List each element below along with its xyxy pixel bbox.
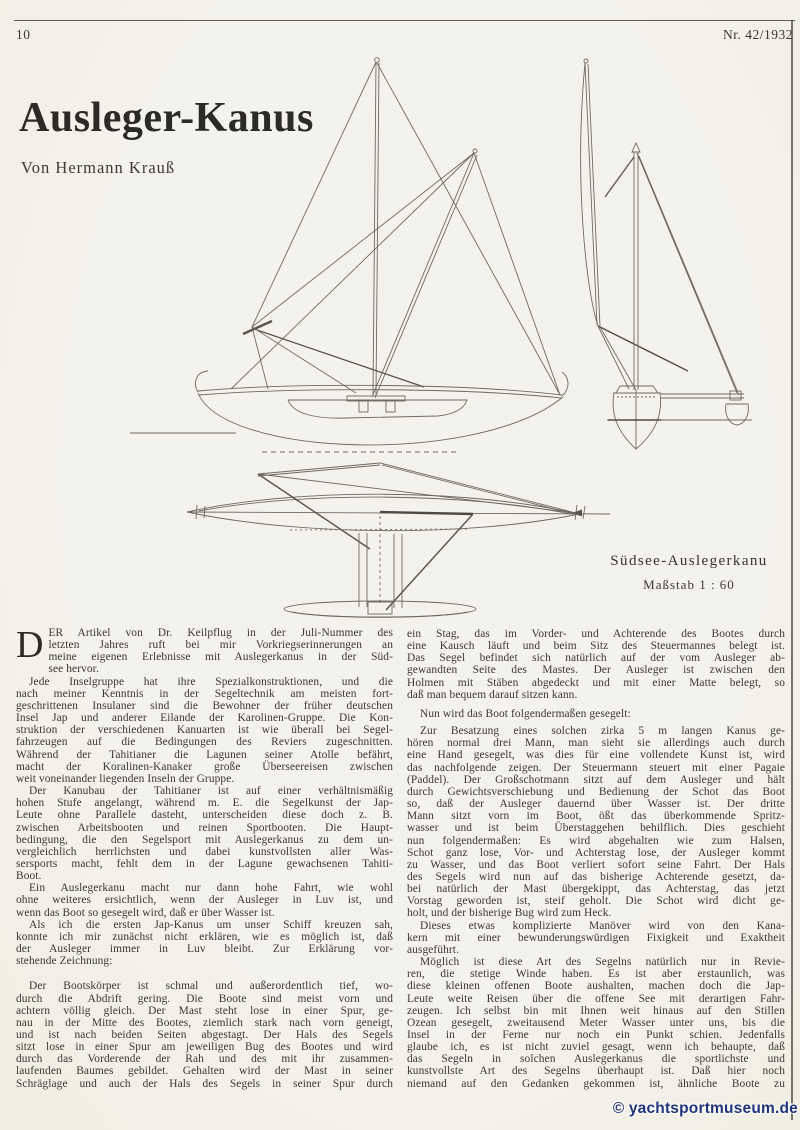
figure-caption-scale: Maßstab 1 : 60 — [643, 577, 735, 592]
figure-caption-title: Südsee-Auslegerkanu — [610, 553, 768, 569]
text-line: vergleichlich herrlichsten und dabei kunstvollsten aller Was- — [16, 845, 393, 858]
text-line: Ozean gesegelt, zweitausend Meter Wasser unter uns, bis die — [407, 1016, 785, 1029]
text-line: glaube ich, es ist nicht zuviel gesagt, wenn ich behaupte, daß — [407, 1041, 785, 1054]
text-line: meine eigenen Erlebnisse mit Auslegerkanus in der Süd- — [48, 651, 393, 664]
text-line: see hervor. — [48, 663, 99, 676]
text-line: bedingung, die den Segelsport mit Auslegerkanus zu dem un- — [16, 833, 393, 846]
text-line: hohen Stufe angelangt, während m. E. die Segelkunst der Jap- — [16, 797, 393, 810]
text-line: durch Gewichtsverschiebung und Bedienung der Schot das Boot — [407, 785, 785, 798]
paragraph — [407, 725, 785, 920]
text-line: Insel Jap und anderer Eilande der Karolinen-Gruppe. Die Kon- — [16, 712, 393, 725]
watermark: © yachtsportmuseum.de — [612, 1100, 798, 1117]
text-line: gewandten Seite des Mastes. Der Ausleger ist zwischen den — [407, 664, 785, 677]
text-line: Möglich ist diese Art des Segelns natürlich nur in Revie- — [420, 956, 785, 969]
text-line: ren, die stetige Winde haben. Es ist aber erstaunlich, was — [407, 968, 785, 981]
text-line: niemand auf den Gedanken gekommen ist, ähnliche Boote zu — [407, 1077, 785, 1090]
text-line: diese kleinen offenen Boote aushalten, machen doch die Jap- — [407, 980, 785, 993]
front-view-drawing — [581, 59, 752, 449]
text-line: achtern völlig gleich. Der Mast steht lose in einer Spur, ge- — [16, 1004, 393, 1017]
text-line: durch das Vorderende der Rah und des mit ihr zusammen- — [16, 1053, 393, 1066]
page-number: 10 — [16, 27, 31, 42]
text-line: stehende Zeichnung: — [16, 955, 113, 968]
paragraph — [16, 785, 393, 882]
paragraph — [16, 919, 393, 968]
text-line: zu Wasser, und das Boot verliert sofort seine Fahrt. Der Hals — [407, 858, 785, 871]
text-line: Vorstag geworden ist, steif geholt. Die Schot wird dicht ge- — [407, 895, 785, 908]
text-line: Leute weite Reisen über die offene See mit derartigen Fahr- — [407, 992, 785, 1005]
paragraph — [407, 628, 785, 701]
text-line: hören normal drei Mann, man sieht sie allerdings auch durch — [407, 737, 785, 750]
text-line: Als ich die ersten Jap-Kanus um unser Schiff kreuzen sah, — [29, 918, 393, 931]
text-line: wenn das Boot so gesegelt wird, daß er über Wasser ist. — [16, 906, 275, 919]
text-column-right — [407, 628, 785, 1090]
text-line: nach meiner Kenntnis in der Segeltechnik am meisten fort- — [16, 687, 393, 700]
text-line: eine Hand gesegelt, was dies für eine vollendete Kunst ist, wird — [407, 749, 785, 762]
text-line: so, daß der Ausleger dauernd über Wasser ist. Der dritte — [407, 798, 785, 811]
text-line: nau in der Mitte des Bootes, ziemlich stark nach vorn geneigt, — [16, 1016, 393, 1029]
text-line: Schot ganz lose, Vor- und Achterstag lose, der Ausleger kommt — [407, 846, 785, 859]
drop-cap: D — [16, 624, 44, 666]
text-line: Zur Besatzung eines solchen zirka 5 m langen Kanus ge- — [420, 725, 785, 738]
text-line: struktion der verschiedenen Kanuarten ist wie überall bei Segel- — [16, 724, 393, 737]
paragraph — [407, 708, 785, 720]
text-line: Jede Inselgruppe hat ihre Spezialkonstruktionen, und die — [29, 675, 393, 688]
text-line: bei natürlich der Mast übergekippt, das Achterstag, das jetzt — [407, 883, 785, 896]
text-line: eine Kausch läuft und beim Sitz des Steuermannes belegt ist. — [407, 640, 785, 653]
paragraph — [16, 882, 393, 918]
text-line: Der Bootskörper ist schmal und außerordentlich tief, wo- — [29, 980, 393, 993]
text-line: daß man bequem darauf sitzen kann. — [407, 688, 578, 701]
text-line: durch die Abdrift gering. Die Boote sind meist vorn und — [16, 992, 393, 1005]
text-line: Ein Auslegerkanu macht nur dann hohe Fahrt, wie wohl — [29, 882, 393, 895]
text-line: Während der Tahitianer die Lagunen seiner Atolle befährt, — [16, 748, 393, 761]
text-line: macht der Koralinen-Kanaker große Überseereisen zwischen — [16, 760, 393, 773]
text-line: laufenden Baumes gebildet. Gehalten wird der Mast in seiner — [16, 1065, 393, 1078]
text-line: letzten Jahres ruft bei mir Vorkriegserinnerungen an — [48, 639, 393, 652]
text-line: zwischen Arbeitsbooten und reinen Sportbooten. Die Haupt- — [16, 821, 393, 834]
text-line: kunstvollste Art des Segelns überhaupt ist. Daß hier noch — [407, 1065, 785, 1078]
text-line: Mann sitzt vorn im Boot, ößt das überkommende Spritz- — [407, 810, 785, 823]
text-line: Das Segel befindet sich natürlich auf der vom Ausleger ab- — [407, 652, 785, 665]
text-line: Der Kanubau der Tahitianer ist auf einer verhältnismäßig — [29, 785, 393, 798]
text-line: Holmen mit Stäben abgedeckt und mit einer Matte belegt, so — [407, 676, 785, 689]
text-line: kern mit einer bewunderungswürdigen Fixigkeit und Exaktheit — [407, 931, 785, 944]
paragraph — [407, 920, 785, 956]
text-line: des Segels wird nun auf das bisherige Achterende gesetzt, da- — [407, 870, 785, 883]
text-line: ein Stag, das im Vorder- und Achterende des Bootes durch — [407, 628, 785, 640]
text-line: Insel in der Ferne nur noch ein Punkt schien. Jedenfalls — [407, 1029, 785, 1041]
article-title: Ausleger-Kanus — [19, 95, 314, 141]
text-line: ohne weiteres ersichtlich, wenn der Ausleger in Luv ist, und — [16, 894, 393, 907]
text-line: wasser und ist beim Überstaggehen behilflich. Dies geschieht — [407, 822, 785, 835]
plan-view-drawing — [187, 452, 610, 617]
article-byline: Von Hermann Krauß — [21, 158, 176, 177]
issue-number: Nr. 42/1932 — [722, 27, 793, 42]
text-line: zeugen. Ich selbst bin mit Ihnen weit hinaus auf den Stillen — [407, 1004, 785, 1017]
paragraph — [407, 956, 785, 1090]
text-line: ausgeführt. — [407, 943, 460, 956]
text-line: und ist nach beiden Seiten abgestagt. Der Hals des Segels — [16, 1029, 393, 1041]
page-edge-line — [791, 20, 793, 1120]
header-rule — [14, 20, 795, 21]
text-line: geschrittenen Insulaner sind die Bewohner der früher deutschen — [16, 699, 393, 712]
text-line: Schräglage und auch der Hals des Segels in seiner Spur durch — [16, 1077, 393, 1090]
text-line: Leute ohne Parallele dasteht, unterscheiden diese doch z. B. — [16, 809, 393, 822]
paragraph — [16, 624, 393, 676]
text-line: nun folgendermaßen: Es wird abgehalten wie zum Halsen, — [407, 834, 785, 847]
text-line: sitzt lose in einer Spur am jeweiligen Bug des Bootes und wird — [16, 1041, 393, 1054]
text-line: das nachfolgende zeigen. Der Steuermann steuert mit einer Pagaie — [407, 761, 785, 774]
text-line: (Paddel). Der Großschotmann sitzt auf dem Ausleger und hält — [407, 773, 785, 786]
text-line: sersports macht, fehlt dem in der Lagune gewachsenen Tahiti- — [16, 857, 393, 870]
text-line: Boot. — [16, 870, 42, 883]
text-line: Nun wird das Boot folgendermaßen gesegelt: — [420, 707, 631, 720]
paragraph — [16, 980, 393, 1089]
figure-caption — [589, 553, 789, 593]
text-column-left — [16, 624, 393, 1090]
text-line: ER Artikel von Dr. Keilpflug in der Juli-Nummer des — [48, 627, 393, 639]
text-line: das Segeln in solchen Auslegerkanus die sportlichste und — [407, 1053, 785, 1066]
text-line: weit voneinander liegenden Inseln der Gruppe. — [16, 772, 235, 785]
paragraph — [16, 676, 393, 785]
text-line: Dieses etwas komplizierte Manöver wird von den Kana- — [420, 919, 785, 932]
text-line: holt, und der bisherige Bug wird zum Heck. — [407, 907, 612, 920]
text-line: der Ausleger immer in Luv bleibt. Zur Erklärung vor- — [16, 943, 393, 956]
text-line: fahrzeugen auf die Bedingungen des Reviers zugeschnitten. — [16, 736, 393, 749]
text-line: konnte ich mir zunächst nicht erklären, wie es möglich ist, daß — [16, 930, 393, 943]
